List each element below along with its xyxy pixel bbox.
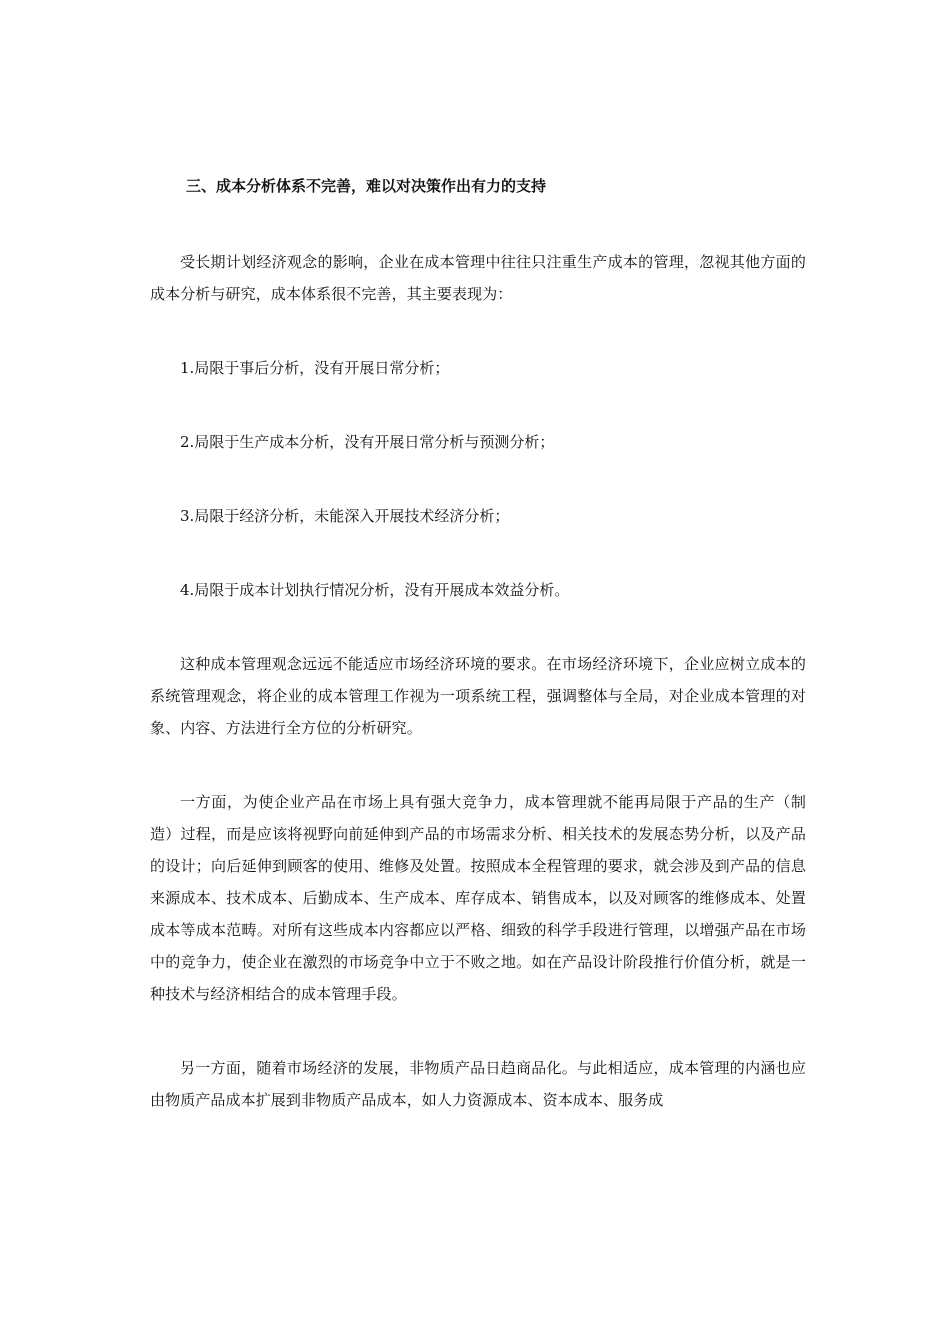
document-body xyxy=(150,170,806,1116)
list-item-2: 2.局限于生产成本分析，没有开展日常分析与预测分析； xyxy=(180,433,555,451)
list-item-3: 3.局限于经济分析，未能深入开展技术经济分析； xyxy=(180,507,510,525)
list-item-1: 1.局限于事后分析，没有开展日常分析； xyxy=(180,359,450,377)
body-paragraph-3: 另一方面，随着市场经济的发展，非物质产品日趋商品化。与此相适应，成本管理的内涵也应由物质产品成本扩展到非物质产品成本，如人力资源成本、资本成本、服务成 xyxy=(150,1059,806,1109)
body-paragraph-2: 一方面，为使企业产品在市场上具有强大竞争力，成本管理就不能再局限于产品的生产（制造）过程，而是应该将视野向前延伸到产品的市场需求分析、相关技术的发展态势分析，以及产品的设计；向后延伸到顾客的使用、维修及处置。按照成本全程管理的要求，就会涉及到产品的信息来源成本、技术成本、后勤成本、生产成本、库存成本、销售成本，以及对顾客的维修成本、处置成本等成本范畴。对所有这些成本内容都应以严格、细致的科学手段进行管理，以增强产品在市场中的竞争力，使企业在激烈的市场竞争中立于不败之地。如在产品设计阶段推行价值分析，就是一种技术与经济相结合的成本管理手段。 xyxy=(150,793,806,1003)
section-heading: 三、成本分析体系不完善，难以对决策作出有力的支持 xyxy=(186,177,547,195)
body-paragraph-1: 这种成本管理观念远远不能适应市场经济环境的要求。在市场经济环境下，企业应树立成本的系统管理观念，将企业的成本管理工作视为一项系统工程，强调整体与全局，对企业成本管理的对象、内容、方法进行全方位的分析研究。 xyxy=(150,655,806,737)
intro-paragraph: 受长期计划经济观念的影响，企业在成本管理中往往只注重生产成本的管理，忽视其他方面的成本分析与研究，成本体系很不完善，其主要表现为： xyxy=(150,253,806,303)
list-item-4: 4.局限于成本计划执行情况分析，没有开展成本效益分析。 xyxy=(180,581,570,599)
